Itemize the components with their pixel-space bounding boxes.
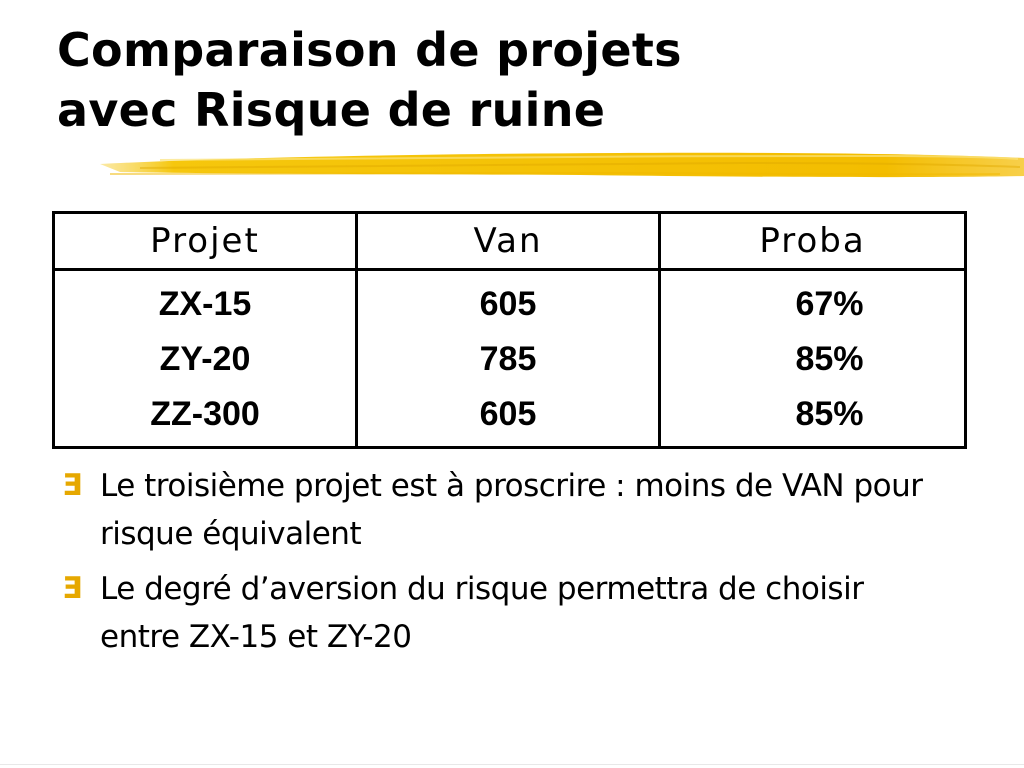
proba-cell: 85% (795, 340, 864, 378)
van-cell: 605 (479, 395, 537, 433)
projects-table (52, 211, 967, 449)
header-projet: Projet (54, 213, 357, 270)
bullet-text: Le troisième projet est à proscrire : moins de VAN pour risque équivalent (100, 468, 923, 552)
proba-cell: 85% (795, 395, 864, 433)
proba-cell: 67% (795, 285, 864, 323)
slide-title (57, 20, 957, 140)
bullet-item (62, 565, 942, 661)
projet-cell: ZX-15 (158, 285, 252, 323)
slide-title-line-1: Comparaison de projets (57, 23, 682, 77)
slide-title-line-2: avec Risque de ruine (57, 83, 606, 137)
bullet-text: Le degré d’aversion du risque permettra de choisir entre ZX-15 et ZY-20 (100, 571, 864, 655)
table-row (54, 270, 966, 448)
title-underline-brush-icon (100, 148, 1024, 188)
z-swirl-bullet-icon: ⴺ (62, 571, 82, 606)
van-column (357, 270, 660, 448)
projet-cell: ZZ-300 (150, 395, 260, 433)
van-cell: 605 (479, 285, 537, 323)
table-header-row (54, 213, 966, 270)
projet-cell: ZY-20 (159, 340, 251, 378)
projet-column (54, 270, 357, 448)
header-proba: Proba (660, 213, 966, 270)
proba-column (660, 270, 966, 448)
bullet-list (62, 462, 942, 668)
header-van: Van (357, 213, 660, 270)
z-swirl-bullet-icon: ⴺ (62, 468, 82, 503)
bottom-divider (0, 764, 1024, 765)
van-cell: 785 (479, 340, 537, 378)
bullet-item (62, 462, 942, 558)
